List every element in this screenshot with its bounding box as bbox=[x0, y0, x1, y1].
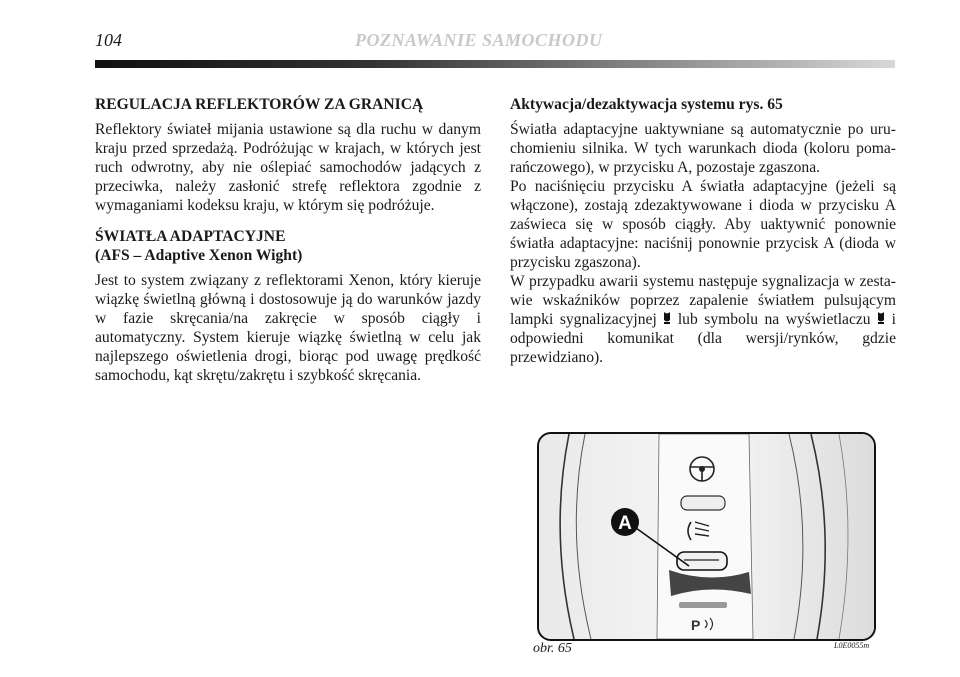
figure-65 bbox=[537, 432, 876, 641]
heading-afs-line1: ŚWIATŁA ADAPTACYJNE bbox=[95, 228, 286, 245]
heading-afs-line2: (AFS – Adaptive Xenon Wight) bbox=[95, 247, 303, 264]
paragraph-afs: Jest to system związany z reflektorami Xenon, który kieruje wiązkę świetlną główną i dostosowuje ją do warunków jazdy w fazie skręcania/na zakręcie w sposób ciągły i automatyczny. System kieruje wiązkę świetlną w celu jak najlepszego oświetlenia drogi, biorąc pod uwagę prędkość samochodu, kąt skrętu/zakrętu i szybkość skręcania. bbox=[95, 272, 481, 384]
callout-label: A bbox=[618, 513, 632, 534]
paragraph-failure bbox=[510, 272, 896, 367]
figure-caption: obr. 65 bbox=[533, 641, 572, 656]
failure-text-c: i odpowiedni komunikat (dla wersji/rynków, gdzie przewidziano). bbox=[510, 311, 896, 366]
paragraph-activation-1: Światła adaptacyjne uaktywniane są automatycznie po uruchomieniu silnika. W tych warunkach dioda (koloru pomarańczowego), w przycisku A, pozostaje zgaszona. bbox=[510, 121, 896, 176]
heading-afs bbox=[95, 227, 481, 265]
svg-text:P: P bbox=[691, 617, 701, 633]
failure-text-b: lub symbolu na wyświetlaczu bbox=[677, 311, 871, 328]
heading-activation: Aktywacja/dezaktywacja systemu rys. 65 bbox=[510, 96, 783, 113]
paragraph-headlight-adjust: Reflektory świateł mijania ustawione są dla ruchu w danym kraju przed sprzedażą. Podróżując w krajach, w których jest ruch odwrotny, aby nie oślepiać samochodów jadących z przeciwka, należy zasłonić strefę reflektora zgodnie z wymaganiami kodeksu kraju, w którym się podróżuje. bbox=[95, 121, 481, 214]
failure-text-a: W przypadku awarii systemu następuje sygnalizacja w zestawie wskaźników poprzez zapalenie światłem pulsującym lampki sygnalizacyjnej bbox=[510, 273, 896, 328]
header-rule bbox=[95, 60, 895, 68]
paragraph-activation-2: Po naciśnięciu przycisku A światła adaptacyjne (jeżeli są włączone), zostają zdezaktywowane i dioda w przycisku A zaświeca się w sposób ciągły. Aby uaktywnić ponownie światła adaptacyjne: naciśnij ponownie przycisk A (dioda w przycisku zgaszona). bbox=[510, 178, 896, 271]
running-head: POZNAWANIE SAMOCHODU bbox=[355, 30, 603, 50]
right-column bbox=[510, 95, 896, 379]
afs-warning-icon bbox=[877, 311, 885, 326]
afs-warning-icon bbox=[663, 311, 671, 326]
page-number: 104 bbox=[95, 30, 122, 50]
left-column bbox=[95, 95, 481, 397]
heading-headlight-adjust: REGULACJA REFLEKTORÓW ZA GRANICĄ bbox=[95, 96, 424, 113]
figure-code: L0E0055m bbox=[834, 641, 870, 650]
